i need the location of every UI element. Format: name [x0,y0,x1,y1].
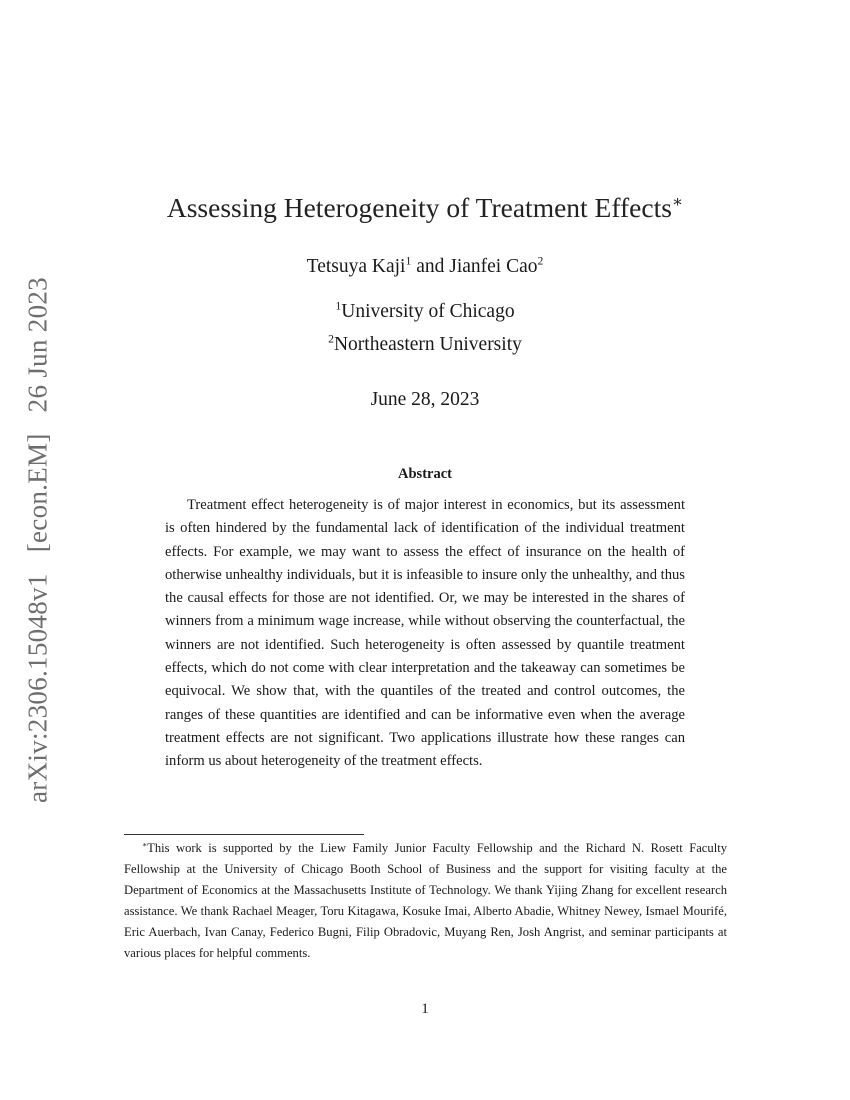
footnote-text: This work is supported by the Liew Family Junior Faculty Fellowship and the Richard N. Rosett Faculty Fellowship at the University of Chicago Booth School of Business and the support for visiting faculty at the Department of Economics at the Massachusetts Institute of Technology. We thank Yijing Zhang for excellent research assistance. We thank Rachael Meager, Toru Kitagawa, Kosuke Imai, Alberto Abadie, Whitney Newey, Ismael Mourifé, Eric Auerbach, Ivan Canay, Federico Bugni, Filip Obradovic, Muyang Ren, Josh Angrist, and seminar participants at various places for helpful comments. [124,841,727,961]
page-number: 1 [421,1001,429,1017]
affiliation [0,334,850,356]
arxiv-category: [econ.EM] [22,433,53,553]
author-name: Tetsuya Kaji [306,256,406,277]
affiliation-name: Northeastern University [333,334,522,355]
affiliation-mark: 2 [328,332,334,346]
paper-date: June 28, 2023 [370,389,480,410]
author-list [0,256,850,278]
abstract-heading: Abstract [398,466,452,482]
abstract-text: Treatment effect heterogeneity is of major interest in economics, but its assessment is often hindered by the fundamental lack of identification of the individual treatment effects. For example, we may want to assess the effect of insurance on the health of otherwise unhealthy individuals, but it is infeasible to insure only the unhealthy, and thus the causal effects for those are not identified. Or, we may be interested in the shares of winners from a minimum wage increase, while without observing the counterfactual, the winners are not identified. Such heterogeneity is often assessed by quantile treatment effects, which do not come with clear interpretation and the takeaway can sometimes be equivocal. We show that, with the quantiles of the treated and control outcomes, the ranges of these quantities are identified and can be informative even when the average treatment effects are not significant. Two applications illustrate how these ranges can inform us about heterogeneity of the treatment effects. [165,497,685,770]
title-footnote-mark: ∗ [671,191,684,211]
affiliation [0,301,850,323]
affiliation-name: University of Chicago [341,301,515,322]
paper-title-text: Assessing Heterogeneity of Treatment Effects [166,192,672,223]
footnote-divider [124,834,364,835]
author-affiliation-mark: 2 [537,254,544,268]
arxiv-id: arXiv:2306.15048v1 [22,573,53,803]
author-connector: and [416,256,445,277]
footnote [124,838,727,965]
arxiv-date: 26 Jun 2023 [22,277,53,413]
paper-title [0,192,850,224]
affiliation-mark: 1 [335,299,342,313]
footnote-mark: ∗ [142,839,148,849]
author-affiliation-mark: 1 [405,254,412,268]
author-name: Jianfei Cao [449,256,538,277]
